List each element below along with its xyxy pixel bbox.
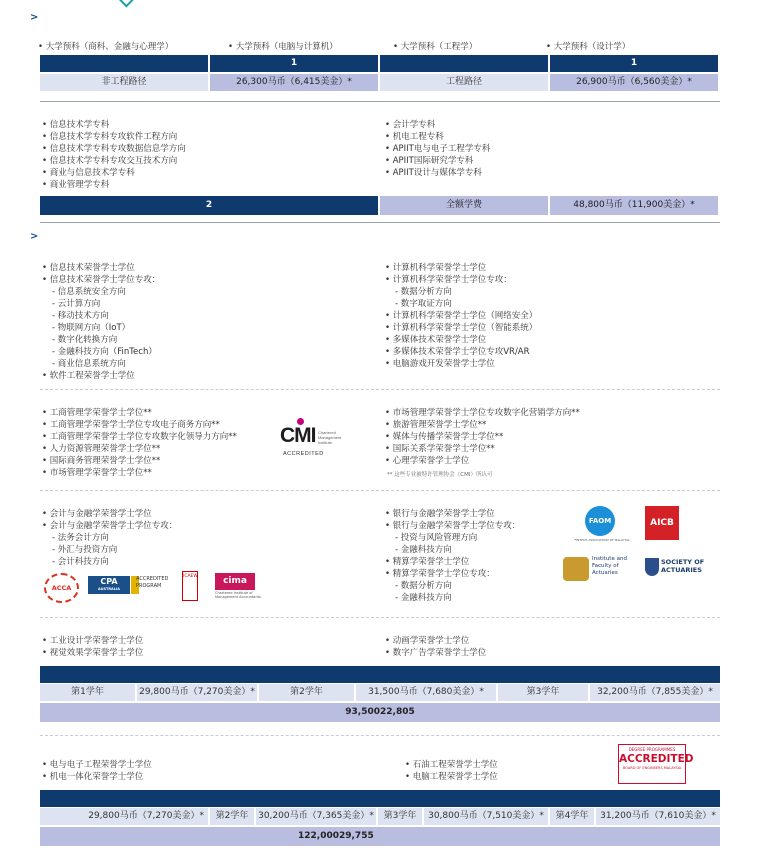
list-subitem: - 金融科技方向 <box>385 544 520 556</box>
degree-eng-list-right <box>405 759 498 783</box>
list-item: • 市场管理学荣誉学士学位** <box>42 467 237 479</box>
list-item: • 信息技术学专科专攻软件工程方向 <box>42 131 186 143</box>
list-item: • 信息技术荣誉学士学位专攻： <box>42 274 160 286</box>
list-item: • 商业管理学专科 <box>42 179 186 191</box>
icaew-logo: ICAEW <box>182 571 198 601</box>
fee-value: 31,200马币（7,610美金）* <box>596 808 720 825</box>
table-header-spacer <box>40 55 208 72</box>
fee-value: 30,800马币（7,510美金）* <box>424 808 548 825</box>
track-item: • 大学预科（设计学） <box>546 42 631 52</box>
full-fee-label: 全额学费 <box>380 196 548 215</box>
list-subitem: - 法务会计方向 <box>42 532 177 544</box>
list-item: • 工商管理学荣誉学士学位专攻数字化领导力方向** <box>42 431 237 443</box>
list-item: • 信息技术学专科专攻交互技术方向 <box>42 155 186 167</box>
year-label: 第4学年 <box>550 808 594 825</box>
list-subitem: - 物联网方向（IoT） <box>42 322 160 334</box>
list-item: • 精算学荣誉学士学位 <box>385 556 520 568</box>
cima-logo: cima <box>215 573 255 590</box>
list-item: • 市场管理学荣誉学士学位专攻数字化营销学方向** <box>385 407 580 419</box>
list-subitem: - 投资与风险管理方向 <box>385 532 520 544</box>
list-subitem: - 金融科技方向 <box>385 592 520 604</box>
degree-fin-list-right <box>385 508 520 604</box>
fee-table-header <box>40 790 720 807</box>
ifoa-label: Institute and Faculty of Actuaries <box>592 556 627 576</box>
list-item: • 视觉效果学荣誉学士学位 <box>42 647 143 659</box>
list-subitem: - 信息系统安全方向 <box>42 286 160 298</box>
list-item: • 动画学荣誉学士学位 <box>385 635 486 647</box>
list-item: • 工业设计学荣誉学士学位 <box>42 635 143 647</box>
list-item: • 旅游管理荣誉学士学位** <box>385 419 580 431</box>
list-item: • 数字广告学荣誉学士学位 <box>385 647 486 659</box>
list-subitem: - 外汇与投资方向 <box>42 544 177 556</box>
list-item: • 人力资源管理荣誉学士学位** <box>42 443 237 455</box>
total-fee: 122,00029,755 <box>40 827 720 846</box>
list-item: • 信息技术荣誉学士学位 <box>42 262 160 274</box>
fee-value: 32,200马币（7,855美金）* <box>590 684 720 701</box>
degree-eng-list-left <box>42 759 152 783</box>
list-subitem: - 云计算方向 <box>42 298 160 310</box>
list-item: • 媒体与传播学荣誉学士学位** <box>385 431 580 443</box>
year-label: 第2学年 <box>259 684 354 701</box>
total-fee: 93,50022,805 <box>40 703 720 722</box>
list-item: • 工商管理学荣誉学士学位** <box>42 407 237 419</box>
fee-value: 29,800马币（7,270美金）* <box>137 684 257 701</box>
list-item: • 精算学荣誉学士学位专攻： <box>385 568 520 580</box>
acca-logo: ACCA <box>44 573 79 603</box>
list-subitem: - 数据分析方向 <box>385 286 537 298</box>
soa-shield-icon <box>645 558 659 576</box>
list-item: • 计算机科学荣誉学士学位（网络安全） <box>385 310 537 322</box>
list-item: • 电与电子工程荣誉学士学位 <box>42 759 152 771</box>
list-item: • 会计与金融学荣誉学士学位 <box>42 508 177 520</box>
fee-value: 26,300马币（6,415美金）* <box>210 74 378 91</box>
accent-checkmark <box>117 0 134 7</box>
list-item: • 会计学专科 <box>385 119 490 131</box>
list-item: • 多媒体技术荣誉学士学位 <box>385 334 537 346</box>
list-item: • 多媒体技术荣誉学士学位专攻VR/AR <box>385 346 537 358</box>
track-item: • 大学预科（电脑与计算机） <box>228 42 338 52</box>
year-label: 第1学年 <box>40 684 135 701</box>
path-label: 工程路径 <box>380 74 548 91</box>
section-divider <box>40 222 720 223</box>
list-item: • 石油工程荣誉学士学位 <box>405 759 498 771</box>
degree-design-list-right <box>385 635 486 659</box>
section-divider <box>40 490 720 491</box>
list-subitem: - 数字取证方向 <box>385 298 537 310</box>
track-item: • 大学预科（工程学） <box>393 42 478 52</box>
year-label: 第3学年 <box>498 684 588 701</box>
degree-fin-list-left <box>42 508 177 568</box>
list-item: • APIIT电与电子工程学专科 <box>385 143 490 155</box>
track-item: • 大学预科（商科、金融与心理学） <box>38 42 174 52</box>
list-subitem: - 金融科技方向（FinTech） <box>42 346 160 358</box>
list-item: • 电脑工程荣誉学士学位 <box>405 771 498 783</box>
degree-biz-list-right <box>385 407 580 467</box>
section-divider <box>40 617 720 618</box>
list-item: • 机电工程专科 <box>385 131 490 143</box>
aicb-logo: AICB <box>645 506 679 540</box>
list-item: • 电脑游戏开发荣誉学士学位 <box>385 358 537 370</box>
list-subitem: - 会计科技方向 <box>42 556 177 568</box>
year-label: 第2学年 <box>210 808 254 825</box>
list-subitem: - 数字化转换方向 <box>42 334 160 346</box>
cima-small-text: Chartered Institute of Management Accountants <box>215 591 261 599</box>
fee-value: 26,900马币（6,560美金）* <box>550 74 718 91</box>
accredited-program-label: ACCREDITED PROGRAM <box>136 576 169 589</box>
path-label: 非工程路径 <box>40 74 208 91</box>
list-item: • APIIT国际研究学专科 <box>385 155 490 167</box>
fee-value: 48,800马币（11,900美金）* <box>550 196 718 215</box>
fee-table-header <box>40 666 720 683</box>
chevron-right-icon: > <box>30 231 39 242</box>
cmi-logo: CMI Chartered Management Institute ACCREDITED <box>280 418 340 460</box>
list-item: • 商业与信息技术学专科 <box>42 167 186 179</box>
fee-value: 31,500马币（7,680美金）* <box>356 684 496 701</box>
list-item: • 计算机科学荣誉学士学位（智能系统） <box>385 322 537 334</box>
list-item: • 国际关系学荣誉学士学位** <box>385 443 580 455</box>
list-subitem: - 移动技术方向 <box>42 310 160 322</box>
list-item: • 计算机科学荣誉学士学位专攻： <box>385 274 537 286</box>
section-divider <box>40 389 720 390</box>
degree-it-list-left <box>42 262 160 382</box>
section-divider <box>40 101 720 102</box>
list-item: • APIIT设计与媒体学专科 <box>385 167 490 179</box>
diploma-list-left <box>42 119 186 191</box>
chevron-right-icon: > <box>30 12 39 23</box>
bem-accredited-badge: DEGREE PROGRAMMES ACCREDITED BOARD OF ENGINEERS MALAYSIA <box>618 744 686 784</box>
year-label: 第3学年 <box>378 808 422 825</box>
list-item: • 银行与金融学荣誉学士学位 <box>385 508 520 520</box>
diploma-list-right <box>385 119 490 179</box>
year-label: 2 <box>40 196 378 215</box>
fee-value: 30,200马币（7,365美金）* <box>256 808 376 825</box>
list-item: • 会计与金融学荣誉学士学位专攻： <box>42 520 177 532</box>
soa-label: SOCIETY OF ACTUARIES <box>661 558 705 574</box>
list-subitem: - 数据分析方向 <box>385 580 520 592</box>
list-item: • 机电一体化荣誉学士学位 <box>42 771 152 783</box>
degree-design-list-left <box>42 635 143 659</box>
list-item: • 信息技术学专科专攻数据信息学方向 <box>42 143 186 155</box>
faom-small-text: FINTECH ASSOCIATION OF MALAYSIA <box>574 538 630 542</box>
faom-logo: FAOM <box>585 506 615 536</box>
year-label: 1 <box>550 55 718 72</box>
list-item: • 工商管理学荣誉学士学位专攻电子商务方向** <box>42 419 237 431</box>
list-subitem: - 商业信息系统方向 <box>42 358 160 370</box>
cmi-note: ** 这些专业被特许管理协会（CMI）所认可 <box>387 472 493 478</box>
list-item: • 软件工程荣誉学士学位 <box>42 370 160 382</box>
list-item: • 信息技术学专科 <box>42 119 186 131</box>
fee-value: 29,800马币（7,270美金）* <box>40 808 208 825</box>
list-item: • 国际商务管理荣誉学士学位** <box>42 455 237 467</box>
ifoa-crest-icon <box>563 557 589 581</box>
list-item: • 计算机科学荣誉学士学位 <box>385 262 537 274</box>
section-divider <box>40 735 720 736</box>
list-item: • 银行与金融学荣誉学士学位专攻： <box>385 520 520 532</box>
list-item: • 心理学荣誉学士学位 <box>385 455 580 467</box>
cpa-logo: CPA AUSTRALIA <box>88 576 130 594</box>
year-label: 1 <box>210 55 378 72</box>
degree-it-list-right <box>385 262 537 370</box>
degree-biz-list-left <box>42 407 237 479</box>
table-header-spacer <box>380 55 548 72</box>
